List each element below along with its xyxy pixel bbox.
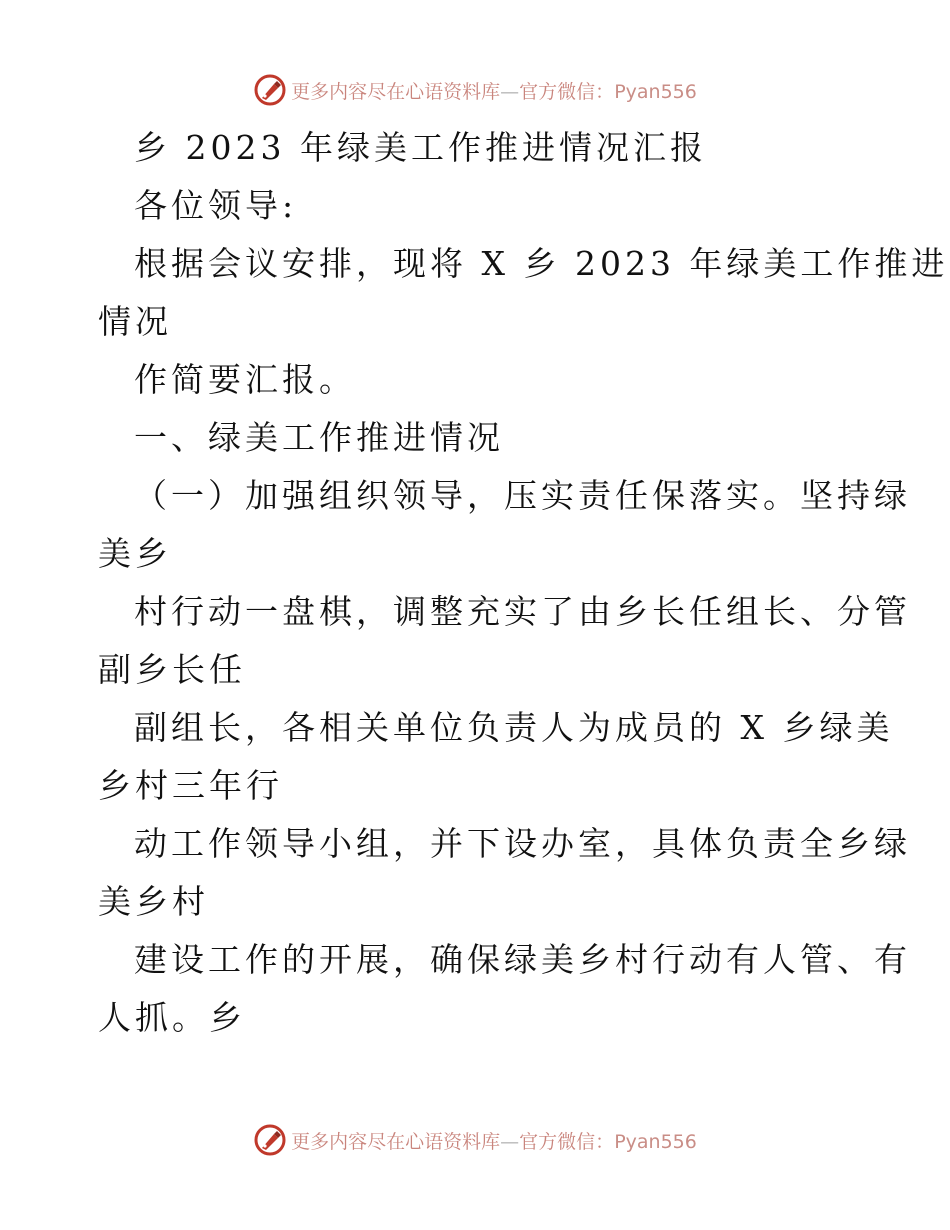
watermark-main: 更多内容尽在心语资料库: [291, 80, 501, 103]
paragraph-line: 美乡村: [98, 882, 209, 921]
watermark-text: [291, 77, 697, 104]
paragraph-line: 乡村三年行: [98, 766, 283, 805]
paragraph-line: 动工作领导小组，并下设办室，具体负责全乡绿: [134, 824, 911, 863]
paragraph-line: 美乡: [98, 534, 172, 573]
section-heading: 一、绿美工作推进情况: [134, 418, 504, 457]
paragraph-line: 建设工作的开展，确保绿美乡村行动有人管、有: [134, 940, 911, 979]
pen-logo-icon: [253, 73, 287, 107]
watermark-text: [291, 1127, 697, 1154]
pen-logo-icon: [253, 1123, 287, 1157]
watermark-id: Pyan556: [614, 80, 697, 103]
watermark-id: Pyan556: [614, 1130, 697, 1153]
watermark-main: 更多内容尽在心语资料库: [291, 1130, 501, 1153]
paragraph-line: 副乡长任: [98, 650, 246, 689]
paragraph-line: 人抓。乡: [98, 998, 246, 1037]
watermark-banner-bottom: [0, 1120, 950, 1160]
salutation: 各位领导:: [134, 186, 298, 225]
paragraph-line: （一）加强组织领导，压实责任保落实。坚持绿: [134, 476, 911, 515]
paragraph-line: 根据会议安排，现将 X 乡 2023 年绿美工作推进: [134, 244, 949, 283]
document-title: 乡 2023 年绿美工作推进情况汇报: [134, 128, 707, 167]
watermark-banner-top: [0, 70, 950, 110]
paragraph-line: 村行动一盘棋，调整充实了由乡长任组长、分管: [134, 592, 911, 631]
paragraph-line: 情况: [98, 302, 172, 341]
watermark-dash: —: [500, 80, 520, 103]
watermark-suffix: 官方微信：: [519, 80, 615, 103]
watermark-dash: —: [500, 1130, 520, 1153]
paragraph-line: 副组长，各相关单位负责人为成员的 X 乡绿美: [134, 708, 894, 747]
watermark-suffix: 官方微信：: [519, 1130, 615, 1153]
paragraph-line: 作简要汇报。: [134, 360, 356, 399]
